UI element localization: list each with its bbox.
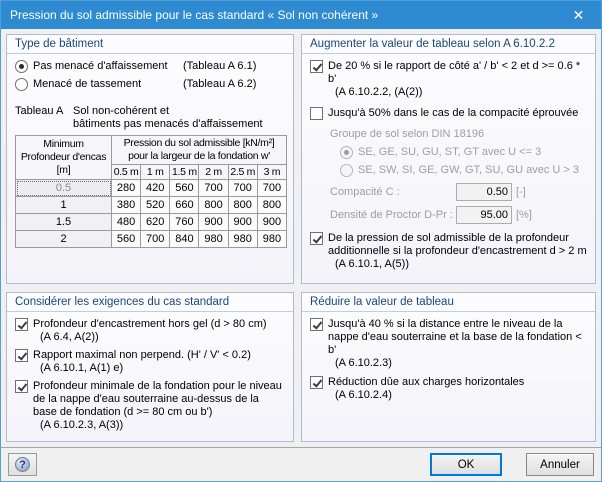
- checkbox-additional-depth[interactable]: [310, 232, 323, 245]
- pressure-column-header: Pression du sol admissible [kN/m²] pour la largeur de la fondation w': [112, 136, 287, 165]
- checkbox-reduce-40[interactable]: [310, 318, 323, 331]
- width-header: 3 m: [257, 165, 286, 180]
- radio-soil-u-gt-3: [340, 164, 353, 177]
- value-cell: 900: [228, 214, 257, 231]
- compactness-row: [330, 183, 587, 201]
- left-column: [6, 34, 294, 444]
- radio-row-settlement[interactable]: [15, 78, 285, 91]
- radio-row-soil-u-le-3: [340, 146, 587, 159]
- checkbox-row-additional-depth[interactable]: [310, 232, 587, 271]
- radio-not-endangered-ref: (Tableau A 6.1): [183, 60, 257, 72]
- checkbox-frost-depth-ref: (A 6.4, A(2)): [40, 331, 99, 343]
- value-cell: 560: [112, 231, 141, 248]
- ok-button[interactable]: OK: [430, 453, 502, 476]
- group-building-type: [6, 34, 294, 284]
- proctor-density-field: 95.00: [456, 206, 512, 224]
- compactness-label: Compacité C :: [330, 185, 400, 198]
- help-button[interactable]: [8, 453, 37, 476]
- table-a-label: Tableau A: [15, 105, 64, 117]
- checkbox-additional-depth-label: De la pression de sol admissible de la profondeur additionnelle si la profondeur d'encastrement d > 2 m: [328, 232, 587, 257]
- help-icon: ?: [15, 457, 30, 472]
- value-cell: 560: [170, 180, 199, 197]
- soil-group-label: Groupe de sol selon DIN 18196: [330, 128, 485, 140]
- group-reduce-caption: Réduire la valeur de tableau: [302, 293, 595, 312]
- value-cell: 760: [170, 214, 199, 231]
- table-a-heading: [15, 105, 285, 131]
- value-cell: 620: [141, 214, 170, 231]
- titlebar: [1, 1, 601, 29]
- value-cell: 700: [141, 231, 170, 248]
- compactness-field: 0.50: [456, 183, 512, 201]
- depth-cell[interactable]: 0.5: [16, 180, 112, 197]
- checkbox-row-min-foundation-depth[interactable]: [15, 380, 285, 432]
- group-increase-caption: Augmenter la valeur de tableau selon A 6.10.2.2: [302, 35, 595, 54]
- value-cell: 800: [257, 197, 286, 214]
- depth-cell[interactable]: 1.5: [16, 214, 112, 231]
- radio-settlement-ref: (Tableau A 6.2): [183, 78, 257, 90]
- proctor-density-row: [330, 206, 587, 224]
- radio-settlement-label: Menacé de tassement: [33, 78, 142, 90]
- checkbox-min-foundation-depth-ref: (A 6.10.2.3, A(3)): [40, 419, 124, 431]
- group-building-type-caption: Type de bâtiment: [7, 35, 293, 54]
- value-cell: 700: [257, 180, 286, 197]
- radio-soil-u-gt-3-label: SE, SW, SI, GE, GW, GT, SU, GU avec U > 3: [358, 164, 579, 176]
- value-cell: 800: [199, 197, 228, 214]
- radio-soil-u-le-3: [340, 146, 353, 159]
- proctor-density-unit: [%]: [516, 208, 532, 221]
- checkbox-increase-20[interactable]: [310, 60, 323, 73]
- compactness-unit: [-]: [516, 185, 526, 198]
- checkbox-row-increase-50[interactable]: [310, 107, 587, 120]
- value-cell: 700: [228, 180, 257, 197]
- value-cell: 900: [257, 214, 286, 231]
- table-row: [16, 214, 287, 231]
- radio-soil-u-le-3-label: SE, GE, SU, GU, ST, GT avec U <= 3: [358, 146, 542, 158]
- value-cell: 520: [141, 197, 170, 214]
- radio-row-soil-u-gt-3: [340, 164, 587, 177]
- value-cell: 980: [199, 231, 228, 248]
- close-button[interactable]: [556, 1, 601, 29]
- value-cell: 980: [228, 231, 257, 248]
- cancel-button[interactable]: Annuler: [526, 453, 594, 476]
- checkbox-horizontal-loads[interactable]: [310, 376, 323, 389]
- checkbox-min-foundation-depth[interactable]: [15, 380, 28, 393]
- checkbox-horizontal-loads-label: Réduction dûe aux charges horizontales: [328, 376, 525, 388]
- table-row: [16, 180, 287, 197]
- checkbox-increase-20-ref: (A 6.10.2.2, (A(2)): [335, 86, 423, 98]
- width-header: 0.5 m: [112, 165, 141, 180]
- table-a-caption: Sol non-cohérent et bâtiments pas menacés d'affaissement: [73, 105, 263, 130]
- value-cell: 420: [141, 180, 170, 197]
- width-header: 2 m: [199, 165, 228, 180]
- checkbox-max-ratio-ref: (A 6.10.1, A(1) e): [40, 362, 124, 374]
- value-cell: 660: [170, 197, 199, 214]
- width-header: 1 m: [141, 165, 170, 180]
- value-cell: 480: [112, 214, 141, 231]
- checkbox-reduce-40-ref: (A 6.10.2.3): [335, 357, 392, 369]
- group-increase-table-value: [301, 34, 596, 284]
- value-cell: 980: [257, 231, 286, 248]
- width-header: 1.5 m: [170, 165, 199, 180]
- checkbox-additional-depth-ref: (A 6.10.1, A(5)): [335, 258, 409, 270]
- depth-cell[interactable]: 2: [16, 231, 112, 248]
- radio-not-endangered-label: Pas menacé d'affaissement: [33, 60, 168, 72]
- right-column: [301, 34, 596, 444]
- radio-row-not-endangered[interactable]: [15, 60, 285, 73]
- checkbox-row-max-ratio[interactable]: [15, 349, 285, 375]
- group-standard-requirements: [6, 292, 294, 442]
- table-row: [16, 197, 287, 214]
- dialog-content: [1, 29, 601, 444]
- checkbox-horizontal-loads-ref: (A 6.10.2.4): [335, 389, 392, 401]
- checkbox-row-reduce-40[interactable]: [310, 318, 587, 370]
- checkbox-max-ratio[interactable]: [15, 349, 28, 362]
- checkbox-min-foundation-depth-label: Profondeur minimale de la fondation pour le niveau de la nappe d'eau souterraine au-dessus de la base de fondation (d >= 80 cm ou b'): [33, 380, 282, 418]
- group-standard-requirements-caption: Considérer les exigences du cas standard: [7, 293, 293, 312]
- checkbox-frost-depth-label: Profondeur d'encastrement hors gel (d > 80 cm): [33, 318, 267, 330]
- radio-settlement[interactable]: [15, 78, 28, 91]
- value-cell: 280: [112, 180, 141, 197]
- value-cell: 380: [112, 197, 141, 214]
- window-title: Pression du sol admissible pour le cas standard « Sol non cohérent »: [10, 8, 379, 22]
- table-row: [16, 231, 287, 248]
- checkbox-row-horizontal-loads[interactable]: [310, 376, 587, 402]
- depth-column-header: Minimum Profondeur d'encas [m]: [16, 136, 112, 180]
- pressure-table: [15, 135, 287, 248]
- checkbox-increase-20-label: De 20 % si le rapport de côté a' / b' < 2 et d >= 0.6 * b': [328, 60, 581, 85]
- value-cell: 840: [170, 231, 199, 248]
- radio-not-endangered[interactable]: [15, 60, 28, 73]
- value-cell: 800: [228, 197, 257, 214]
- group-reduce-table-value: [301, 292, 596, 442]
- checkbox-increase-50-label: Jusqu'à 50% dans le cas de la compacité éprouvée: [328, 107, 579, 119]
- width-header: 2.5 m: [228, 165, 257, 180]
- checkbox-row-increase-20[interactable]: [310, 60, 587, 99]
- footer: [1, 448, 601, 481]
- checkbox-reduce-40-label: Jusqu'à 40 % si la distance entre le niveau de la nappe d'eau souterraine et la base de la fondation < b': [328, 318, 582, 356]
- depth-cell[interactable]: 1: [16, 197, 112, 214]
- proctor-density-label: Densité de Proctor D-Pr :: [330, 208, 453, 221]
- value-cell: 900: [199, 214, 228, 231]
- checkbox-max-ratio-label: Rapport maximal non perpend. (H' / V' < 0.2): [33, 349, 251, 361]
- checkbox-frost-depth[interactable]: [15, 318, 28, 331]
- checkbox-row-frost-depth[interactable]: [15, 318, 285, 344]
- checkbox-increase-50[interactable]: [310, 107, 323, 120]
- close-icon: ✕: [572, 6, 585, 23]
- value-cell: 700: [199, 180, 228, 197]
